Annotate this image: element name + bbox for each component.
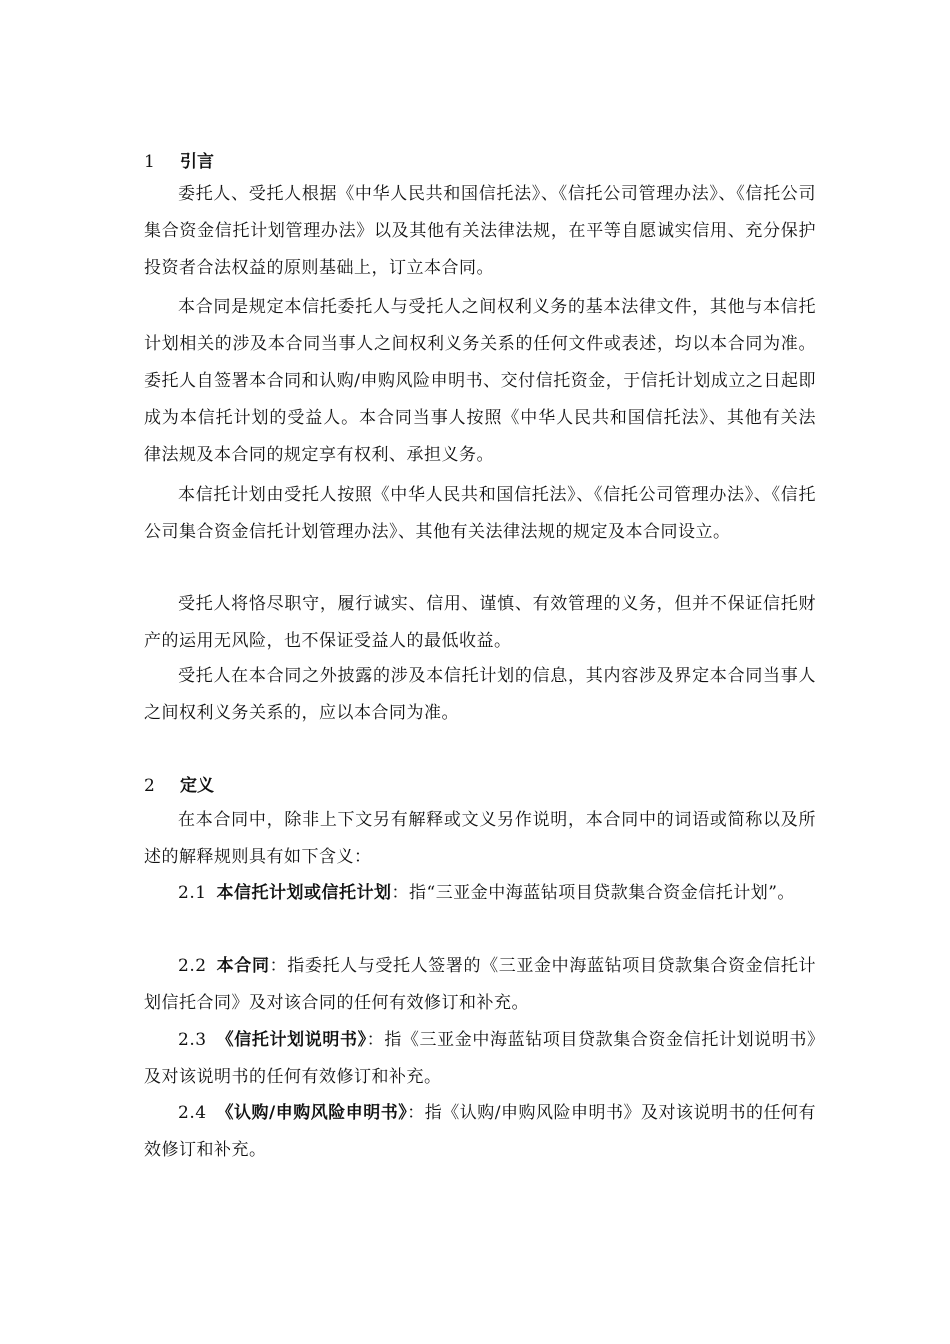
definition-text: 指《认购/申购风险申明书》及对该说明书的任何有效修订和补充。 <box>144 1103 816 1160</box>
definition-number: 2.3 <box>178 1030 207 1050</box>
section-1-paragraph: 本信托计划由受托人按照《中华人民共和国信托法》、《信托公司管理办法》、《信托公司集合资金信托计划管理办法》、其他有关法律法规的规定及本合同设立。 <box>144 485 816 542</box>
definition-separator: ： <box>366 1030 385 1050</box>
definition-item <box>144 875 816 912</box>
definition-item <box>144 1095 816 1169</box>
section-1-heading <box>144 150 816 174</box>
definition-separator: ： <box>269 956 288 976</box>
definition-item <box>144 1022 816 1096</box>
definition-number: 2.1 <box>178 883 207 903</box>
definition-text: 指“三亚金中海蓝钻项目贷款集合资金信托计划”。 <box>409 883 795 903</box>
section-1-title: 引言 <box>180 152 214 172</box>
section-1-paragraph: 受托人将恪尽职守，履行诚实、信用、谨慎、有效管理的义务，但并不保证信托财产的运用无风险，也不保证受益人的最低收益。 <box>144 594 816 651</box>
section-2-heading <box>144 774 816 798</box>
section-2-number: 2 <box>144 776 155 796</box>
section-1-number: 1 <box>144 152 155 172</box>
section-1-paragraph: 受托人在本合同之外披露的涉及本信托计划的信息，其内容涉及界定本合同当事人之间权利义务关系的，应以本合同为准。 <box>144 666 816 723</box>
definition-text: 指委托人与受托人签署的《三亚金中海蓝钻项目贷款集合资金信托计划信托合同》及对该合同的任何有效修订和补充。 <box>144 956 817 1013</box>
definition-number: 2.4 <box>178 1103 207 1123</box>
section-1-paragraph: 本合同是规定本信托委托人与受托人之间权利义务的基本法律文件，其他与本信托计划相关的涉及本合同当事人之间权利义务关系的任何文件或表述，均以本合同为准。委托人自签署本合同和认购/申购风险申明书、交付信托资金，于信托计划成立之日起即成为本信托计划的受益人。本合同当事人按照《中华人民共和国信托法》、其他有关法律法规及本合同的规定享有权利、承担义务。 <box>144 297 816 465</box>
definition-separator: ： <box>391 883 410 903</box>
definition-separator: ： <box>407 1103 425 1123</box>
definition-text: 指《三亚金中海蓝钻项目贷款集合资金信托计划说明书》及对该说明书的任何有效修订和补充。 <box>144 1030 817 1087</box>
definition-term: 本信托计划或信托计划 <box>216 883 392 903</box>
section-2-title: 定义 <box>180 776 214 796</box>
section-1-paragraph: 委托人、受托人根据《中华人民共和国信托法》、《信托公司管理办法》、《信托公司集合资金信托计划管理办法》以及其他有关法律法规，在平等自愿诚实信用、充分保护投资者合法权益的原则基础上，订立本合同。 <box>144 184 816 278</box>
definition-term: 《认购/申购风险申明书》 <box>216 1103 408 1123</box>
definition-item <box>144 948 816 1022</box>
section-2-intro: 在本合同中，除非上下文另有解释或文义另作说明，本合同中的词语或简称以及所述的解释规则具有如下含义： <box>144 810 816 867</box>
definition-term: 《信托计划说明书》 <box>216 1030 367 1050</box>
definition-term: 本合同 <box>216 956 270 976</box>
definition-number: 2.2 <box>178 956 207 976</box>
